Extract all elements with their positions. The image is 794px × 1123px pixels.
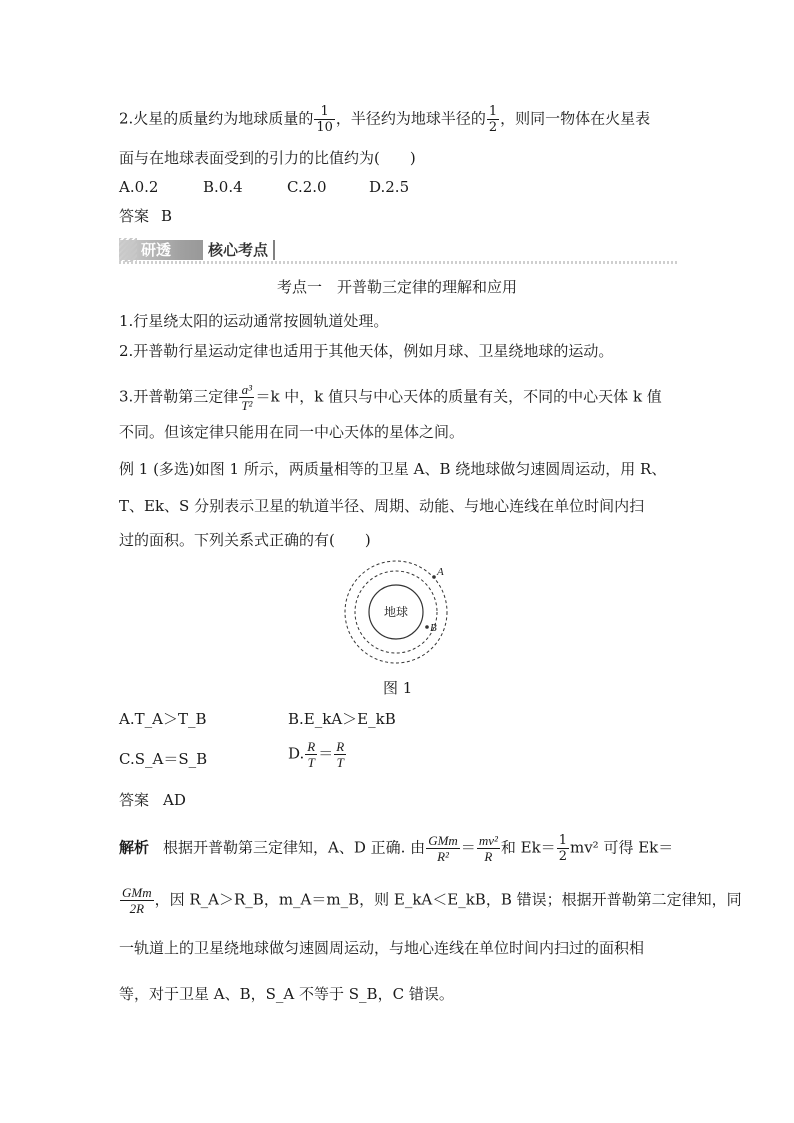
question-2-line-1 (119, 104, 650, 135)
analysis-line-4: 等，对于卫星 A、B，S_A 不等于 S_B，C 错误。 (119, 985, 454, 1003)
figure-caption: 图 1 (383, 679, 413, 697)
example-1-line-2: T、Ek、S 分别表示卫星的轨道半径、周期、动能、与地心连线在单位时间内扫 (119, 497, 645, 515)
example-1-line-3: 过的面积。下列关系式正确的有( ) (119, 531, 371, 549)
example-option-c: C.S_A＝S_B (119, 750, 208, 768)
orbit-figure (330, 555, 470, 670)
fraction-one-half: $\frac{1}{2}$ (488, 104, 498, 135)
option-d: D.2.5 (369, 178, 410, 196)
satellite-b-label: B (430, 622, 437, 634)
satellite-a-label: A (437, 566, 444, 578)
example-option-a: A.T_A＞T_B (119, 710, 207, 728)
analysis-line-2: $\frac{\text{GMm}}{2R}$ ，因 R_A＞R_B，m_A＝m_B，则 E_kA＜E_kB，B 错误；根据开普勒第二定律知，同 (122, 885, 742, 916)
banner-right-text: 核心考点 (203, 240, 273, 260)
question-text: ，半径约为地球半径的 (335, 109, 486, 128)
point-3-line-1: 3.开普勒第三定律 $\frac{\text{a³}}{\text{T²}}$ ＝k 中，k 值只与中心天体的质量有关，不同的中心天体 k 值 (119, 382, 662, 413)
question-text: 2.火星的质量约为地球质量的 (119, 109, 314, 128)
question-2-answer: 答案 B (119, 207, 173, 225)
satellite-b-dot (425, 625, 429, 629)
satellite-a-dot (432, 575, 436, 579)
option-b: B.0.4 (203, 178, 243, 196)
fraction-a3-t2: $\frac{\text{a³}}{\text{T²}}$ (241, 382, 253, 413)
option-a: A.0.2 (119, 178, 159, 196)
point-3-line-2: 不同。但该定律只能用在同一中心天体的星体之间。 (119, 423, 465, 441)
earth-label: 地球 (383, 605, 409, 619)
option-c: C.2.0 (287, 178, 327, 196)
section-banner (119, 238, 275, 260)
question-text: ，则同一物体在火星表 (500, 109, 651, 128)
analysis-line-1: 解析 根据开普勒第三定律知，A、D 正确. 由 $\frac{\text{GMm}}{\text{R²}}$ ＝ $\frac{\text{mv²}}{R}$ 和 Ek＝ $\frac{1}{2}$ mv² 可得 Ek＝ (119, 833, 674, 864)
banner-rule (119, 261, 679, 264)
banner-left-text: 研透 (141, 241, 172, 259)
fraction-one-tenth: $\frac{1}{10}$ (316, 104, 333, 135)
point-2: 2.开普勒行星运动定律也适用于其他天体，例如月球、卫星绕地球的运动。 (119, 342, 614, 360)
example-option-b: B.E_kA＞E_kB (288, 710, 396, 728)
example-answer: 答案 AD (119, 791, 186, 809)
analysis-line-3: 一轨道上的卫星绕地球做匀速圆周运动，与地心连线在单位时间内扫过的面积相 (119, 939, 645, 957)
example-option-d: D. $\frac{R}{T}$ ＝ $\frac{R}{T}$ (288, 739, 345, 770)
point-1: 1.行星绕太阳的运动通常按圆轨道处理。 (119, 312, 389, 330)
section-title: 考点一 开普勒三定律的理解和应用 (276, 278, 517, 296)
example-1-line-1: 例 1 (多选)如图 1 所示，两质量相等的卫星 A、B 绕地球做匀速圆周运动，用 R、 (119, 460, 667, 478)
question-2-line-2: 面与在地球表面受到的引力的比值约为( ) (119, 149, 416, 167)
